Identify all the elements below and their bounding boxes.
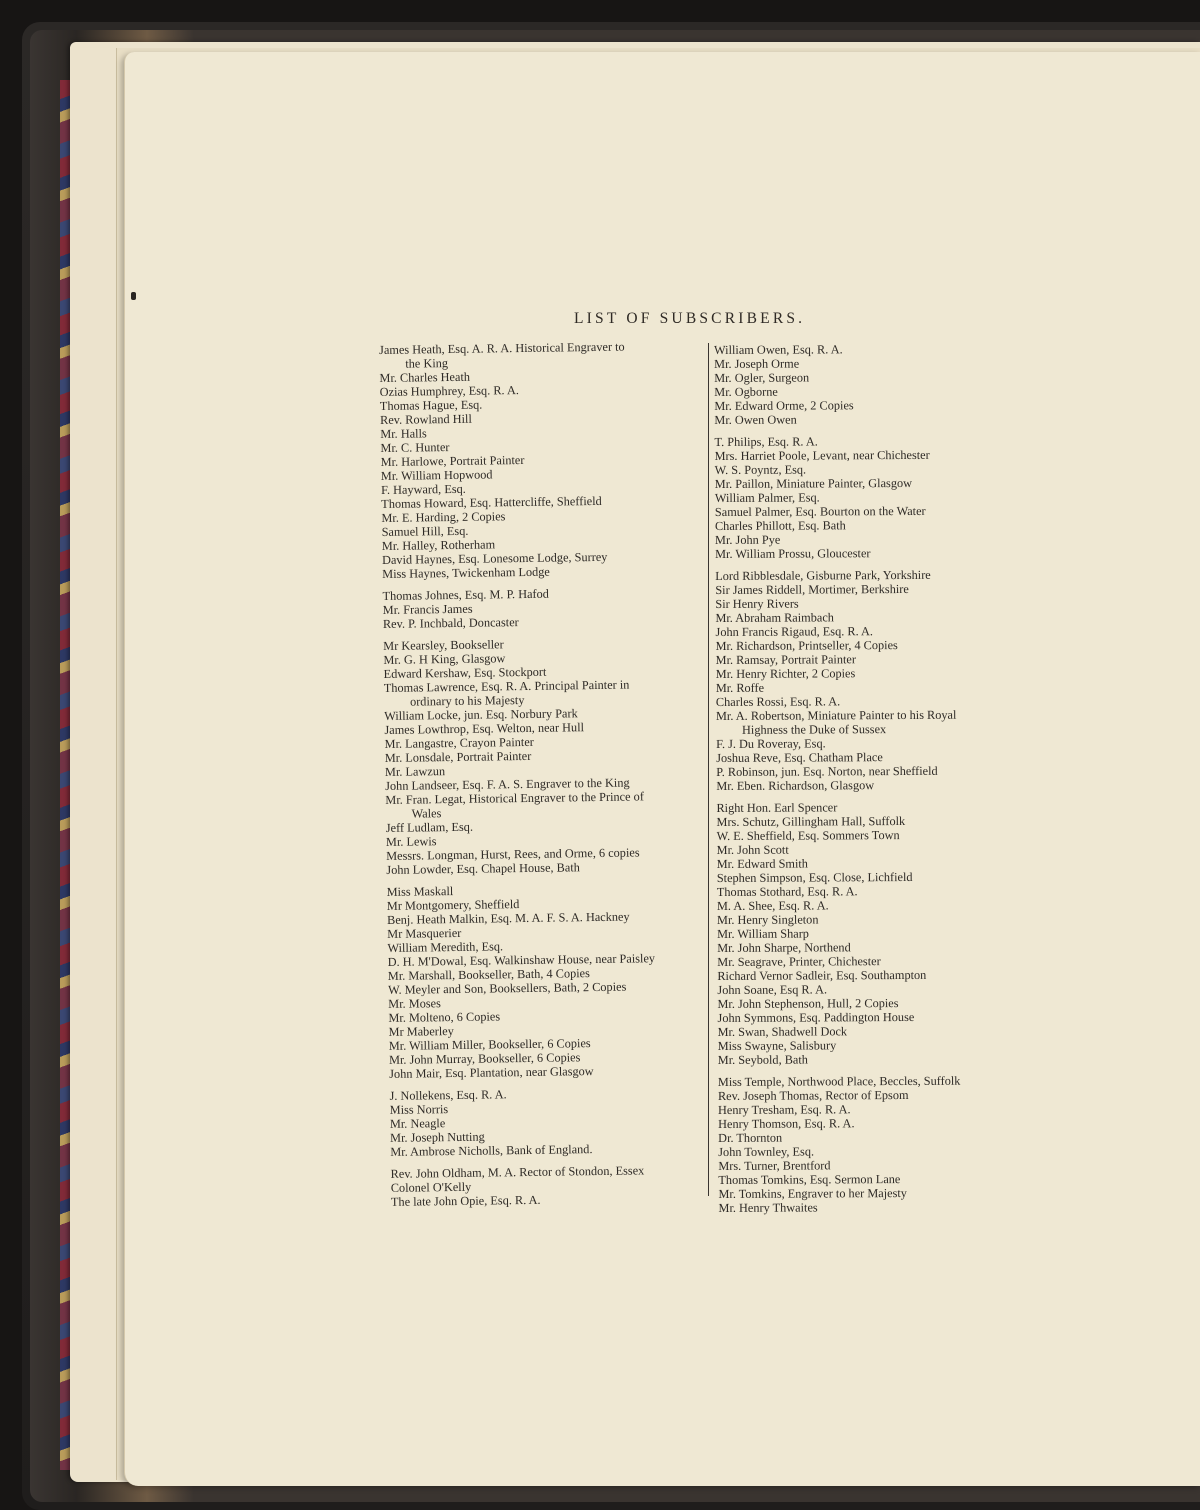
subscriber-name: Mr. William Hopwood	[380, 467, 493, 483]
subscriber-name: Mr. Seagrave, Printer, Chichester	[717, 954, 881, 969]
subscriber-name-continued: Wales	[411, 806, 442, 821]
subscriber-name: William Meredith, Esq.	[387, 939, 504, 955]
subscriber-name: Mr. Seybold, Bath	[717, 1052, 808, 1067]
subscriber-name: Mr. John Pye	[714, 532, 781, 547]
subscriber-name-continued: the King	[405, 356, 449, 371]
subscriber-name: Mr. Francis James	[382, 601, 473, 617]
subscriber-name: Richard Vernor Sadleir, Esq. Southampton	[717, 967, 927, 983]
subscriber-name: Mr. Joseph Nutting	[390, 1129, 485, 1145]
subscriber-name: John Symmons, Esq. Paddington House	[717, 1009, 915, 1025]
subscriber-name: Mr. Lonsdale, Portrait Painter	[384, 748, 532, 765]
subscriber-name: Mr. Edward Orme, 2 Copies	[714, 398, 854, 413]
subscriber-name: Mr. Joseph Orme	[714, 356, 800, 371]
subscriber-column-right	[714, 341, 1029, 1215]
subscriber-name: Mr. John Stephenson, Hull, 2 Copies	[717, 996, 899, 1011]
subscriber-name: Mrs. Schutz, Gillingham Hall, Suffolk	[716, 814, 906, 829]
subscriber-name: John Landseer, Esq. F. A. S. Engraver to the King	[385, 775, 630, 793]
subscriber-name: J. Nollekens, Esq. R. A.	[389, 1087, 507, 1103]
subscriber-name: Henry Thomson, Esq. R. A.	[718, 1116, 855, 1131]
subscriber-name: David Haynes, Esq. Lonesome Lodge, Surrey	[381, 549, 608, 567]
subscriber-name: Joshua Reve, Esq. Chatham Place	[716, 750, 883, 765]
subscriber-name: Charles Phillott, Esq. Bath	[714, 518, 846, 533]
page-mark	[131, 292, 136, 300]
subscriber-name: Mr. Moses	[388, 996, 441, 1011]
subscriber-name: Edward Kershaw, Esq. Stockport	[383, 664, 547, 681]
subscriber-name: Mr. Abraham Raimbach	[715, 610, 834, 625]
subscriber-name: Mr. Henry Thwaites	[718, 1200, 818, 1215]
subscriber-name: Mr. Henry Singleton	[716, 912, 819, 927]
subscriber-name: John Lowder, Esq. Chapel House, Bath	[386, 860, 580, 877]
subscriber-name: John Francis Rigaud, Esq. R. A.	[715, 624, 874, 639]
subscriber-name: Mr. Henry Richter, 2 Copies	[715, 666, 856, 681]
subscriber-name: Stephen Simpson, Esq. Close, Lichfield	[716, 869, 913, 885]
subscriber-name: Mr. Halley, Rotherham	[381, 537, 496, 553]
subscriber-name: W. E. Sheffield, Esq. Sommers Town	[716, 828, 900, 843]
subscriber-name: Mr. Marshall, Bookseller, Bath, 4 Copies	[387, 966, 590, 983]
page-title: LIST OF SUBSCRIBERS.	[574, 310, 806, 327]
subscriber-name: Messrs. Longman, Hurst, Rees, and Orme, 6 copies	[386, 845, 640, 863]
subscriber-name: Mr. Richardson, Printseller, 4 Copies	[715, 638, 898, 653]
subscriber-name: Samuel Palmer, Esq. Bourton on the Water	[714, 503, 926, 519]
subscriber-name: P. Robinson, jun. Esq. Norton, near Sheffield	[716, 763, 938, 779]
subscriber-name: Mr. Ramsay, Portrait Painter	[715, 652, 856, 667]
subscriber-name: Mr. Swan, Shadwell Dock	[717, 1024, 848, 1039]
subscriber-name: Miss Temple, Northwood Place, Beccles, Suffolk	[717, 1073, 961, 1089]
subscriber-name: W. Meyler and Son, Booksellers, Bath, 2 Copies	[387, 979, 627, 997]
subscriber-name: Miss Haynes, Twickenham Lodge	[382, 564, 550, 581]
subscriber-name: Mr. Ambrose Nicholls, Bank of England.	[390, 1142, 593, 1159]
subscriber-entry	[718, 1199, 1028, 1215]
subscriber-name: Benj. Heath Malkin, Esq. M. A. F. S. A. Hackney	[386, 909, 630, 927]
subscriber-name: Mr. Owen Owen	[714, 412, 797, 427]
subscriber-name: Mr. Ogborne	[714, 384, 778, 399]
subscriber-name: Samuel Hill, Esq.	[381, 523, 469, 539]
subscriber-name: Dr. Thornton	[718, 1130, 783, 1145]
subscriber-name: M. A. Shee, Esq. R. A.	[716, 898, 829, 913]
subscriber-column-left	[379, 338, 721, 1209]
subscriber-name: Lord Ribblesdale, Gisburne Park, Yorkshire	[715, 567, 931, 583]
subscriber-name: Mr. John Sharpe, Northend	[717, 940, 851, 955]
subscriber-name: Thomas Stothard, Esq. R. A.	[716, 884, 858, 899]
subscriber-name: Thomas Tomkins, Esq. Sermon Lane	[718, 1172, 901, 1187]
subscriber-name: Right Hon. Earl Spencer	[716, 800, 838, 815]
subscriber-name: Mr. Lewis	[385, 834, 437, 849]
subscriber-name: W. S. Poyntz, Esq.	[714, 462, 807, 477]
subscriber-name: Thomas Hague, Esq.	[379, 397, 483, 413]
subscriber-name: Mr. John Murray, Bookseller, 6 Copies	[388, 1050, 581, 1067]
subscriber-name: James Lowthrop, Esq. Welton, near Hull	[384, 720, 585, 737]
subscriber-name: Mrs. Harriet Poole, Levant, near Chichester	[714, 447, 930, 463]
subscriber-name: Mr. Harlowe, Portrait Painter	[380, 452, 525, 469]
subscriber-name: Thomas Lawrence, Esq. R. A. Principal Painter in	[383, 677, 630, 695]
subscriber-name: Mr Montgomery, Sheffield	[386, 897, 520, 913]
subscriber-name: Rev. Rowland Hill	[379, 411, 472, 427]
subscriber-name: Mr. John Scott	[716, 842, 789, 857]
subscriber-name: Mr. Molteno, 6 Copies	[388, 1009, 501, 1025]
subscriber-name: Mr. G. H King, Glasgow	[383, 651, 506, 667]
subscriber-name: Mr. E. Harding, 2 Copies	[381, 509, 506, 525]
subscriber-name: Mr. William Miller, Bookseller, 6 Copies	[388, 1036, 591, 1053]
subscriber-name: Rev. John Oldham, M. A. Rector of Stondon, Essex	[390, 1163, 645, 1181]
subscriber-name: Mr Masquerier	[387, 925, 462, 941]
subscriber-name: Mr. Lawzun	[384, 764, 446, 779]
subscriber-name: Mr. Tomkins, Engraver to her Majesty	[718, 1186, 907, 1201]
subscriber-name: Mrs. Turner, Brentford	[718, 1158, 831, 1173]
subscriber-name: Miss Norris	[389, 1102, 449, 1117]
subscriber-name: Mr. Langastre, Crayon Painter	[384, 734, 534, 751]
subscriber-name: Mr. Roffe	[715, 680, 765, 695]
subscriber-name: T. Philips, Esq. R. A.	[714, 434, 818, 449]
subscriber-entry	[716, 707, 1026, 737]
subscriber-name: Sir James Riddell, Mortimer, Berkshire	[715, 581, 909, 597]
subscriber-name: Mr. Fran. Legat, Historical Engraver to the Prince of	[385, 789, 644, 807]
subscriber-name: Jeff Ludlam, Esq.	[385, 819, 474, 835]
subscriber-name: William Locke, jun. Esq. Norbury Park	[384, 706, 578, 723]
subscriber-name-continued: ordinary to his Majesty	[409, 693, 525, 709]
subscriber-name: Mr. C. Hunter	[380, 440, 450, 455]
subscriber-name: D. H. M'Dowal, Esq. Walkinshaw House, near Paisley	[387, 951, 656, 969]
subscriber-name: Mr. William Prossu, Gloucester	[715, 546, 871, 561]
subscriber-name: James Heath, Esq. A. R. A. Historical Engraver to	[379, 339, 625, 357]
subscriber-name: Mr. Neagle	[389, 1116, 446, 1131]
subscriber-name: William Owen, Esq. R. A.	[714, 342, 843, 357]
subscriber-name: Mr. Paillon, Miniature Painter, Glasgow	[714, 475, 913, 491]
subscriber-name: Miss Swayne, Salisbury	[717, 1038, 837, 1053]
subscriber-name: Thomas Howard, Esq. Hattercliffe, Sheffield	[381, 493, 602, 511]
subscriber-name: William Palmer, Esq.	[714, 490, 820, 505]
subscriber-name: Rev. Joseph Thomas, Rector of Epsom	[717, 1087, 909, 1103]
subscriber-name: Mr Kearsley, Bookseller	[383, 637, 504, 653]
subscriber-name: John Soane, Esq R. A.	[717, 982, 828, 997]
subscriber-name: The late John Opie, Esq. R. A.	[390, 1192, 541, 1209]
subscriber-name: John Mair, Esq. Plantation, near Glasgow	[389, 1064, 594, 1081]
subscriber-name: Mr. A. Robertson, Miniature Painter to his Royal	[715, 707, 957, 723]
subscriber-name: Colonel O'Kelly	[390, 1179, 472, 1195]
subscriber-name: Mr. Ogler, Surgeon	[714, 370, 810, 385]
subscriber-name: Miss Maskall	[386, 884, 454, 899]
subscriber-name: Mr Maberley	[388, 1024, 454, 1039]
subscriber-name: Rev. P. Inchbald, Doncaster	[382, 615, 519, 631]
subscriber-name: Ozias Humphrey, Esq. R. A.	[379, 383, 520, 399]
subscriber-name: F. J. Du Roveray, Esq.	[716, 736, 826, 751]
subscriber-name-continued: Highness the Duke of Sussex	[741, 722, 887, 737]
subscriber-name: Henry Tresham, Esq. R. A.	[717, 1102, 851, 1117]
subscriber-name: Sir Henry Rivers	[715, 596, 799, 611]
subscriber-name: Charles Rossi, Esq. R. A.	[715, 694, 841, 709]
subscriber-name: Mr. William Sharp	[717, 926, 809, 941]
column-divider	[708, 343, 709, 1196]
subscriber-name: F. Hayward, Esq.	[380, 481, 466, 497]
subscriber-name: Thomas Johnes, Esq. M. P. Hafod	[382, 586, 549, 603]
subscriber-name: Mr. Halls	[380, 426, 427, 441]
subscriber-name: Mr. Edward Smith	[716, 856, 808, 871]
subscriber-name: John Townley, Esq.	[718, 1144, 815, 1159]
subscriber-name: Mr. Charles Heath	[379, 369, 471, 385]
subscriber-name: Mr. Eben. Richardson, Glasgow	[716, 778, 875, 793]
